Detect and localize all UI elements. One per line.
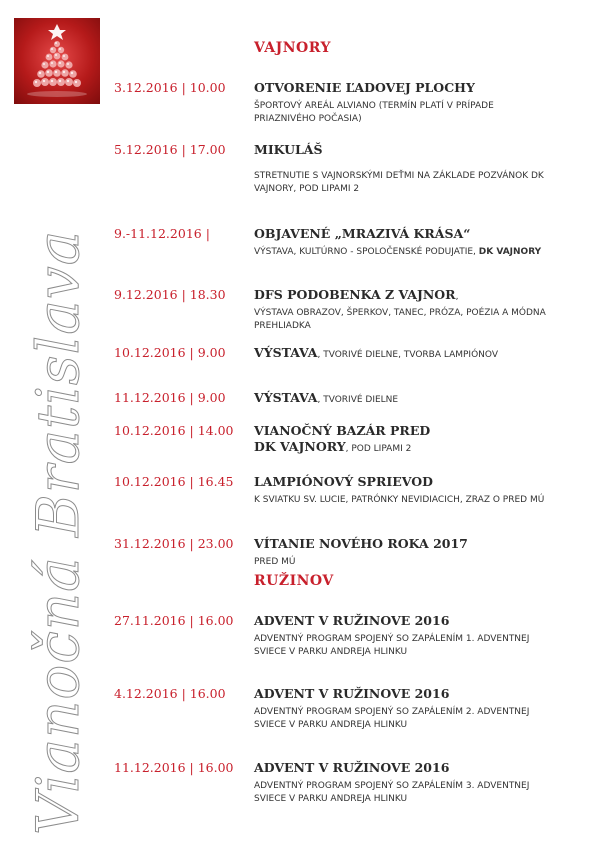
event-title: VÝSTAVA, TVORIVÉ DIELNE (254, 390, 399, 405)
event-description: ADVENTNÝ PROGRAM SPOJENÝ SO ZAPÁLENÍM 3. ADVENTNEJ SVIECE V PARKU ANDREJA HLINKU (254, 781, 530, 804)
section-title-vajnory: VAJNORY (254, 40, 331, 56)
event-date: 10.12.2016 | 14.00 (114, 423, 234, 438)
event-description: PRED MÚ (254, 557, 296, 567)
side-title: Vianočná Bratislava (24, 229, 92, 835)
event-description: ŠPORTOVÝ AREÁL ALVIANO (TERMÍN PLATÍ V PRÍPADE PRIAZNIVÉHO POČASIA) (254, 101, 494, 124)
event-date: 10.12.2016 | 9.00 (114, 345, 226, 360)
event-title: OBJAVENÉ „MRAZIVÁ KRÁSA“ (254, 226, 471, 241)
event-description: STRETNUTIE S VAJNORSKÝMI DEŤMI NA ZÁKLADE POZVÁNOK DK VAJNORY, POD LIPAMI 2 (254, 171, 544, 194)
event-title: ADVENT V RUŽINOVE 2016 (254, 760, 450, 775)
event-title: LAMPIÓNOVÝ SPRIEVOD (254, 474, 433, 489)
event-title: VÍTANIE NOVÉHO ROKA 2017 (254, 536, 468, 551)
event-description: ADVENTNÝ PROGRAM SPOJENÝ SO ZAPÁLENÍM 1. ADVENTNEJ SVIECE V PARKU ANDREJA HLINKU (254, 634, 530, 657)
christmas-tree-logo (14, 18, 100, 104)
event-description: ADVENTNÝ PROGRAM SPOJENÝ SO ZAPÁLENÍM 2. ADVENTNEJ SVIECE V PARKU ANDREJA HLINKU (254, 707, 530, 730)
event-title: DFS PODOBENKA Z VAJNOR, (254, 287, 459, 302)
event-title: ADVENT V RUŽINOVE 2016 (254, 613, 450, 628)
event-date: 11.12.2016 | 9.00 (114, 390, 226, 405)
event-date: 5.12.2016 | 17.00 (114, 142, 226, 157)
event-description: VÝSTAVA, KULTÚRNO - SPOLOČENSKÉ PODUJATIE, DK VAJNORY (254, 247, 542, 257)
event-title: VÝSTAVA, TVORIVÉ DIELNE, TVORBA LAMPIÓNOV (254, 345, 498, 360)
event-date: 11.12.2016 | 16.00 (114, 760, 234, 775)
event-date: 3.12.2016 | 10.00 (114, 80, 226, 95)
event-date: 27.11.2016 | 16.00 (114, 613, 234, 628)
event-description: K SVIATKU SV. LUCIE, PATRÓNKY NEVIDIACICH, ZRAZ O PRED MÚ (254, 495, 545, 505)
event-date: 10.12.2016 | 16.45 (114, 474, 234, 489)
event-date: 9.-11.12.2016 | (114, 226, 210, 241)
event-description: VÝSTAVA OBRAZOV, ŠPERKOV, TANEC, PRÓZA, POÉZIA A MÓDNA PREHLIADKA (254, 308, 546, 331)
event-title: VIANOČNÝ BAZÁR PRED DK VAJNORY, POD LIPAMI 2 (254, 423, 431, 454)
section-title-ruzinov: RUŽINOV (254, 573, 334, 589)
event-title: MIKULÁŠ (254, 142, 323, 157)
event-title: OTVORENIE ĽADOVEJ PLOCHY (254, 80, 475, 95)
event-date: 4.12.2016 | 16.00 (114, 686, 226, 701)
event-title: ADVENT V RUŽINOVE 2016 (254, 686, 450, 701)
event-date: 9.12.2016 | 18.30 (114, 287, 226, 302)
christmas-tree-ornaments-icon (14, 18, 100, 104)
event-date: 31.12.2016 | 23.00 (114, 536, 234, 551)
